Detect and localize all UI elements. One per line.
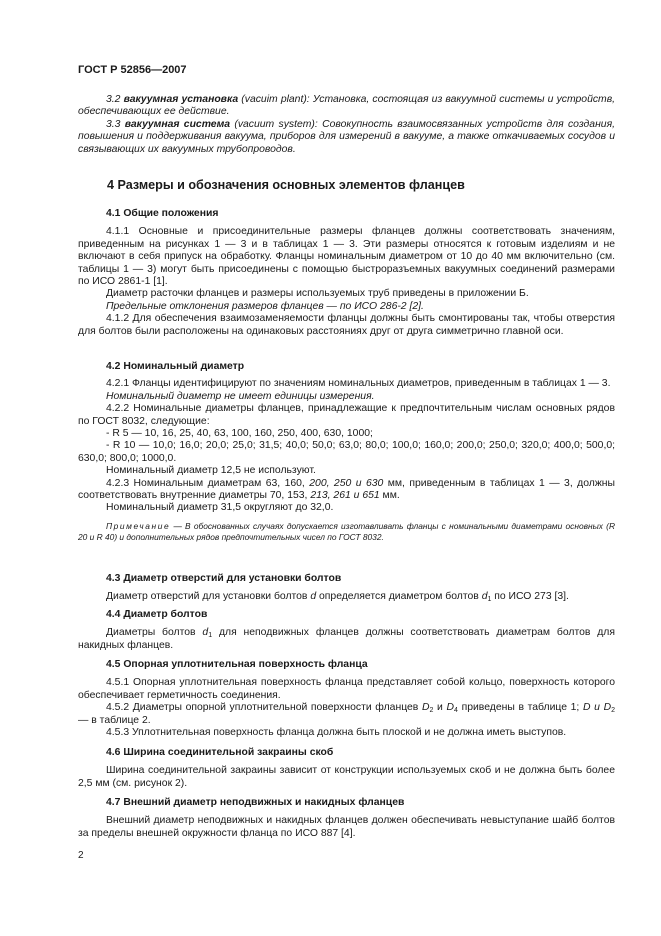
page-number: 2 [78, 850, 84, 861]
section-4-3 [78, 573, 615, 604]
paragraph: 4.1.2 Для обеспечения взаимозаменяемости фланцы должны быть смонтированы так, чтобы отверстия для болтов были расположены на одинаковых расстояниях друг от друга симметрично главной оси. [78, 313, 615, 337]
section-4-7 [78, 797, 615, 840]
document-header: ГОСТ Р 52856—2007 [78, 64, 187, 76]
definition-text: Установка, состоящая из вакуумной системы и устройств, обеспечивающих ее действие. [78, 94, 616, 118]
section-4-5 [78, 659, 615, 739]
definition-number: 3.3 [106, 118, 121, 130]
paragraph: Номинальный диаметр 31,5 округляют до 32,0. [106, 502, 334, 514]
subsection-title: 4.5 Опорная уплотнительная поверхность фланца [106, 659, 368, 670]
subsection-title: 4.2 Номинальный диаметр [106, 361, 245, 372]
paragraph: Внешний диаметр неподвижных и накидных фланцев должен обеспечивать невыступание шайб болтов за пределы внешней окружности фланца по ИСО 887 [4]. [78, 815, 615, 839]
section-4-2 [78, 361, 615, 543]
subsection-title: 4.7 Внешний диаметр неподвижных и накидных фланцев [106, 797, 405, 808]
note-label: Примечание [106, 520, 171, 531]
definitions-block [78, 94, 615, 156]
paragraph: 4.5.1 Опорная уплотнительная поверхность фланца представляет собой кольцо, поверхность которого обеспечивает герметичность соединения. [78, 677, 615, 701]
definition-term: вакуумная установка [123, 94, 239, 105]
list-item: - R 10 — 10,0; 16,0; 20,0; 25,0; 31,5; 40,0; 50,0; 63,0; 80,0; 100,0; 160,0; 200,0; 250,0; 320,0; 400,0; 500,0; 630,0; 800,0; 1000,0. [78, 440, 615, 464]
paragraph: Номинальный диаметр не имеет единицы измерения. [106, 390, 375, 402]
paragraph: Ширина соединительной закраины зависит от конструкции используемых скоб и не должна быть более 2,5 мм (см. рисунок 2). [78, 765, 615, 789]
section-4-1 [78, 208, 615, 338]
paragraph: 4.2.3 Номинальным диаметрам 63, 160, 200, 250 и 630 мм, приведенным в таблицах 1 — 3, должны соответствовать внутренние диаметры 70, 153, 213, 261 и 651 мм. [78, 477, 616, 502]
subsection-title: 4.3 Диаметр отверстий для установки болтов [106, 573, 342, 584]
definition-english: (vacuum system): [234, 118, 318, 130]
paragraph: 4.1.1 Основные и присоединительные размеры фланцев должны соответствовать значениям, приведенным на рисунках 1 — 3 и в таблицах 1 — 3. Эти размеры относятся к готовым изделиям и не включают в себя припуск на обработку. Фланцы номинальным диаметром от 10 до 40 мм включительно (см. таблицы 1 — 3) могут быть присоединены с помощью быстроразъемных вакуумных соединений размерами по ИСО 2861-1 [1]. [78, 226, 615, 288]
definition-english: (vacuim plant): [241, 94, 310, 105]
paragraph: 4.2.1 Фланцы идентифицируют по значениям номинальных диаметров, приведенным в таблицах 1 — 3. [106, 378, 611, 390]
paragraph: 4.5.2 Диаметры опорной уплотнительной поверхности фланцев $D_2$ и $D_4$ приведены в таблице 1; D и $D_2$ — в таблице 2. [78, 702, 616, 726]
subsection-title: 4.6 Ширина соединительной закраины скоб [106, 747, 334, 758]
definition-text: Совокупность взаимосвязанных устройств для создания, повышения и поддерживания вакуума, приборов для измерений в вакууме, а также откачиваемых сосудов и связывающих их вакуумных трубопроводов. [78, 118, 616, 155]
subsection-title: 4.1 Общие положения [106, 208, 219, 219]
definition-3-3 [78, 119, 615, 156]
definition-number: 3.2 [106, 94, 121, 105]
paragraph: Диаметры болтов $d_1$ для неподвижных фланцев должны соответствовать диаметрам болтов для накидных фланцев. [78, 627, 615, 651]
section-4-4 [78, 609, 615, 652]
paragraph: 4.5.3 Уплотнительная поверхность фланца должна быть плоской и не должна иметь выступов. [106, 727, 567, 739]
section-4-6 [78, 747, 615, 790]
paragraph: Номинальный диаметр 12,5 не используют. [106, 465, 316, 477]
paragraph: Предельные отклонения размеров фланцев — по ИСО 286-2 [2]. [106, 300, 424, 312]
definition-3-2 [78, 94, 615, 119]
definition-term: вакуумная система [124, 118, 231, 130]
subsection-title: 4.4 Диаметр болтов [106, 609, 208, 620]
paragraph: Диаметр расточки фланцев и размеры используемых труб приведены в приложении Б. [106, 288, 529, 300]
note-text: — В обоснованных случаях допускается изготавливать фланцы с номинальными диаметрами основных (R 20 и R 40) и дополнительных рядов предпочтительных чисел по ГОСТ 8032. [78, 520, 615, 542]
note [78, 521, 615, 543]
list-item: - R 5 — 10, 16, 25, 40, 63, 100, 160, 250, 400, 630, 1000; [106, 428, 373, 440]
paragraph: Диаметр отверстий для установки болтов d определяется диаметром болтов $d_1$ по ИСО 273 [3]. [106, 591, 569, 604]
paragraph: 4.2.2 Номинальные диаметры фланцев, принадлежащие к предпочтительным числам основных рядов по ГОСТ 8032, следующие: [78, 403, 615, 427]
section-4-title: 4 Размеры и обозначения основных элементов фланцев [107, 178, 465, 192]
